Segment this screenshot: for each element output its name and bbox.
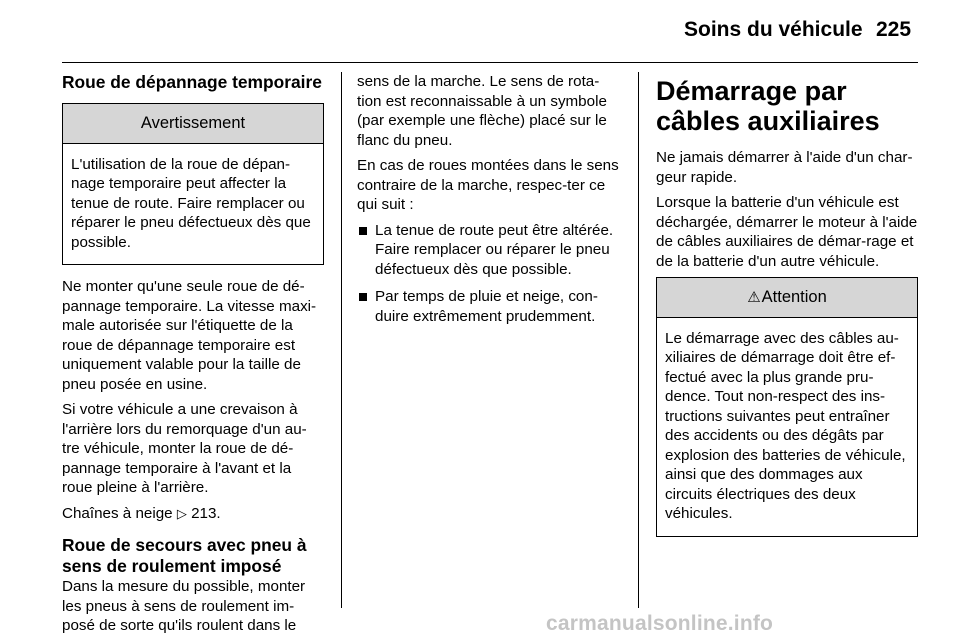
paragraph: Lorsque la batterie d'un véhicule est déchargée, démarrer le moteur à l'aide de câbles auxiliaires de démar-rage et de la batterie d'un autre véhicule.	[656, 194, 918, 270]
paragraph: Ne jamais démarrer à l'aide d'un char-geur rapide.	[656, 149, 913, 186]
subsection-heading: Roue de secours avec pneu à sens de roulement imposé	[62, 535, 307, 576]
warning-triangle-icon: ⚠	[747, 289, 761, 306]
column-divider	[341, 72, 342, 608]
paragraph: Ne monter qu'une seule roue de dé-pannage temporaire. La vitesse maxi-male autorisée sur l'étiquette de la roue de dépannage temporaire est uniquement valable pour la taille de pneu posée en usine.	[62, 278, 317, 393]
warning-box-title: Avertissement	[63, 104, 323, 144]
cross-reference	[62, 504, 324, 524]
bullet-list	[357, 221, 619, 327]
page-number: 225	[876, 18, 912, 41]
column-1	[62, 72, 324, 642]
list-item	[357, 287, 619, 326]
column-3	[656, 72, 918, 549]
cross-reference-label: Chaînes à neige	[62, 504, 173, 522]
paragraph: sens de la marche. Le sens de rota-tion est reconnaissable à un symbole (par exemple une flèche) placé sur le flanc du pneu.	[357, 73, 607, 149]
bullet-square-icon	[359, 227, 367, 235]
warning-box-text: L'utilisation de la roue de dépan-nage temporaire peut affecter la tenue de route. Faire remplacer ou réparer le pneu défectueux dès que possible.	[71, 155, 311, 251]
column-divider	[638, 72, 639, 608]
page-header-title: Soins du véhicule	[684, 18, 863, 41]
paragraph: En cas de roues montées dans le sens contraire de la marche, respec-ter ce qui suit :	[357, 157, 619, 213]
section-title: Démarrage par câbles auxiliaires	[656, 76, 880, 136]
watermark: carmanualsonline.info	[546, 612, 774, 635]
bullet-square-icon	[359, 293, 367, 301]
list-item-text: Par temps de pluie et neige, con-duire extrêmement prudemment.	[375, 288, 598, 325]
list-item-text: La tenue de route peut être altérée. Faire remplacer ou réparer le pneu défectueux dès que possible.	[375, 221, 614, 278]
attention-box-title: Attention	[761, 288, 827, 306]
cross-reference-page: 213.	[191, 504, 221, 522]
list-item	[357, 221, 619, 280]
attention-box	[656, 277, 918, 537]
paragraph: Si votre véhicule a une crevaison à l'arrière lors du remorquage d'un au-tre véhicule, monter la roue de dé-pannage temporaire à l'avant et la roue pleine à l'arrière.	[62, 401, 307, 496]
section-heading: Roue de dépannage temporaire	[62, 72, 322, 92]
page-reference-icon: ▷	[176, 505, 187, 521]
header-rule	[62, 62, 918, 63]
attention-box-header	[657, 278, 917, 318]
attention-box-text: Le démarrage avec des câbles au-xiliaires de démarrage doit être ef-fectué avec la plus grande pru-dence. Tout non-respect des ins-tructions suivantes peut entraîner des accidents ou des dégâts par explosion des batteries de véhicule, ainsi que des dommages aux circuits électriques des deux véhicules.	[665, 329, 906, 522]
column-2	[357, 72, 619, 334]
paragraph: Dans la mesure du possible, monter les pneus à sens de roulement im-posé de sorte qu'ils roulent dans le	[62, 578, 306, 634]
warning-box	[62, 103, 324, 265]
